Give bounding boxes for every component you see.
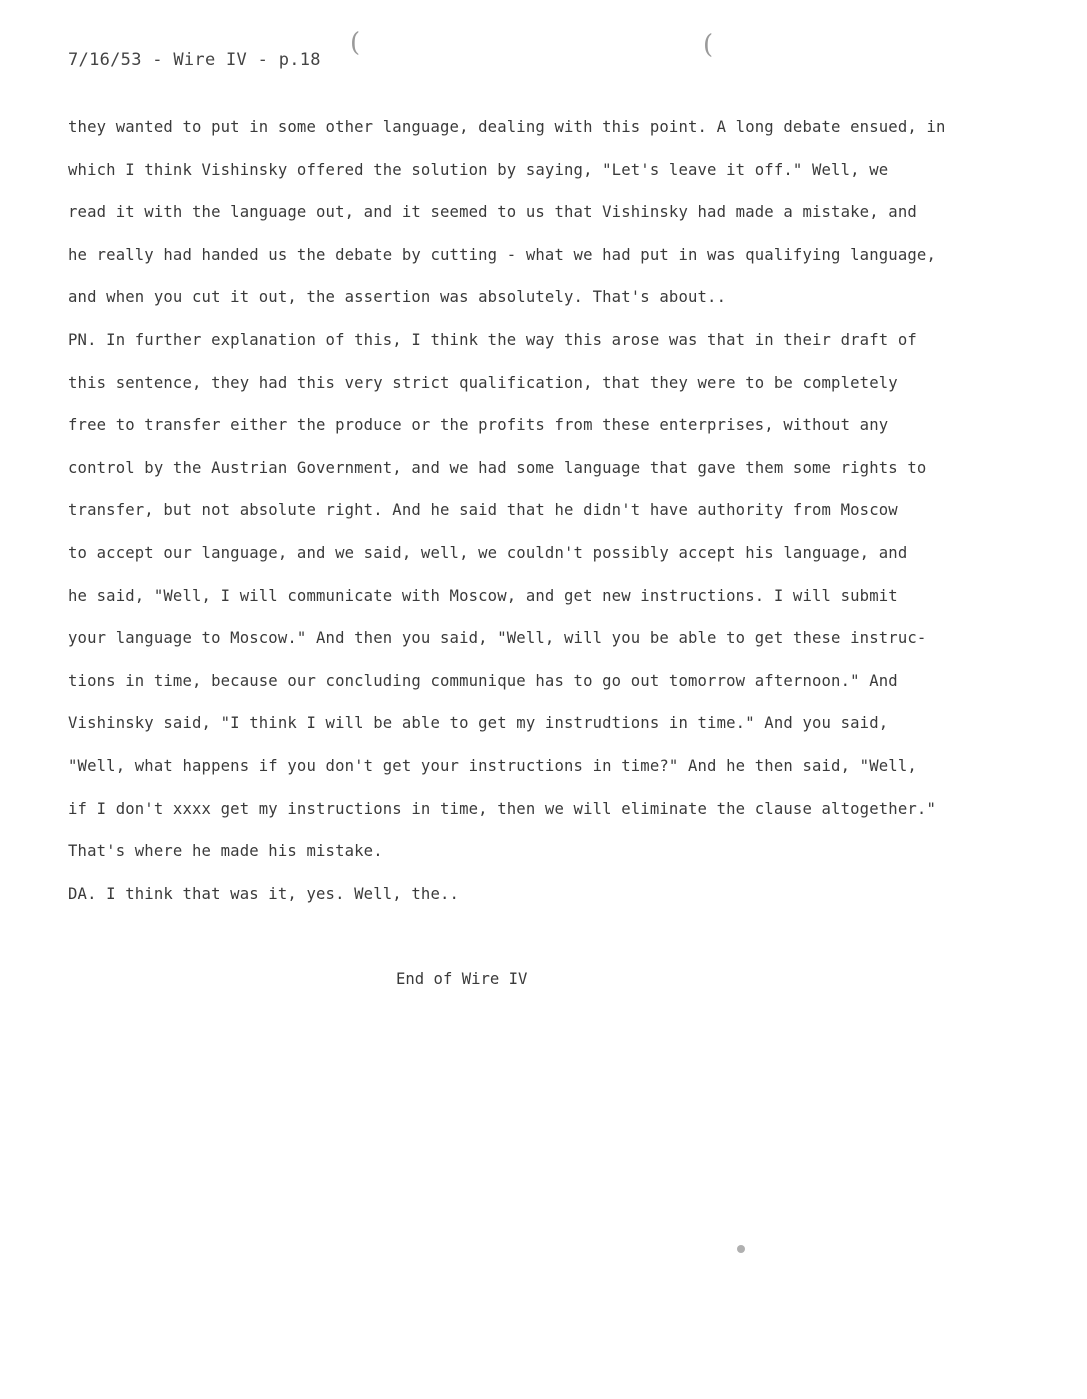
text-line: That's where he made his mistake. bbox=[68, 842, 383, 861]
text-line: and when you cut it out, the assertion was absolutely. That's about.. bbox=[68, 288, 727, 307]
page-header: 7/16/53 - Wire IV - p.18 bbox=[68, 50, 321, 70]
text-line: control by the Austrian Government, and we had some language that gave them some rights to bbox=[68, 458, 927, 477]
text-line: tions in time, because our concluding communique has to go out tomorrow afternoon." And bbox=[68, 671, 898, 690]
text-line: PN. In further explanation of this, I think the way this arose was that in their draft of bbox=[68, 330, 917, 349]
text-line: to accept our language, and we said, well, we couldn't possibly accept his language, and bbox=[68, 543, 908, 562]
text-line: this sentence, they had this very strict qualification, that they were to be completely bbox=[68, 373, 898, 392]
paper-speck bbox=[737, 1245, 745, 1253]
text-line: if I don't xxxx get my instructions in time, then we will eliminate the clause altogether." bbox=[68, 799, 936, 818]
end-of-wire-label: End of Wire IV bbox=[396, 970, 528, 988]
text-line: which I think Vishinsky offered the solution by saying, "Let's leave it off." Well, we bbox=[68, 160, 889, 179]
text-line: transfer, but not absolute right. And he said that he didn't have authority from Moscow bbox=[68, 501, 898, 520]
text-line: DA. I think that was it, yes. Well, the.. bbox=[68, 884, 460, 903]
text-line: free to transfer either the produce or the profits from these enterprises, without any bbox=[68, 416, 889, 435]
text-line: they wanted to put in some other language, dealing with this point. A long debate ensued, in bbox=[68, 118, 946, 136]
text-line: he said, "Well, I will communicate with Moscow, and get new instructions. I will submit bbox=[68, 586, 898, 605]
text-line: "Well, what happens if you don't get your instructions in time?" And he then said, "Well, bbox=[68, 756, 917, 775]
margin-mark-left: ( bbox=[350, 28, 361, 58]
text-line: read it with the language out, and it seemed to us that Vishinsky had made a mistake, and bbox=[68, 203, 917, 222]
margin-mark-right: ( bbox=[703, 30, 714, 60]
transcript-body bbox=[68, 116, 1068, 925]
text-line: Vishinsky said, "I think I will be able to get my instrudtions in time." And you said, bbox=[68, 714, 889, 733]
text-line: he really had handed us the debate by cutting - what we had put in was qualifying language, bbox=[68, 245, 936, 264]
text-line: your language to Moscow." And then you said, "Well, will you be able to get these instruc- bbox=[68, 629, 927, 648]
